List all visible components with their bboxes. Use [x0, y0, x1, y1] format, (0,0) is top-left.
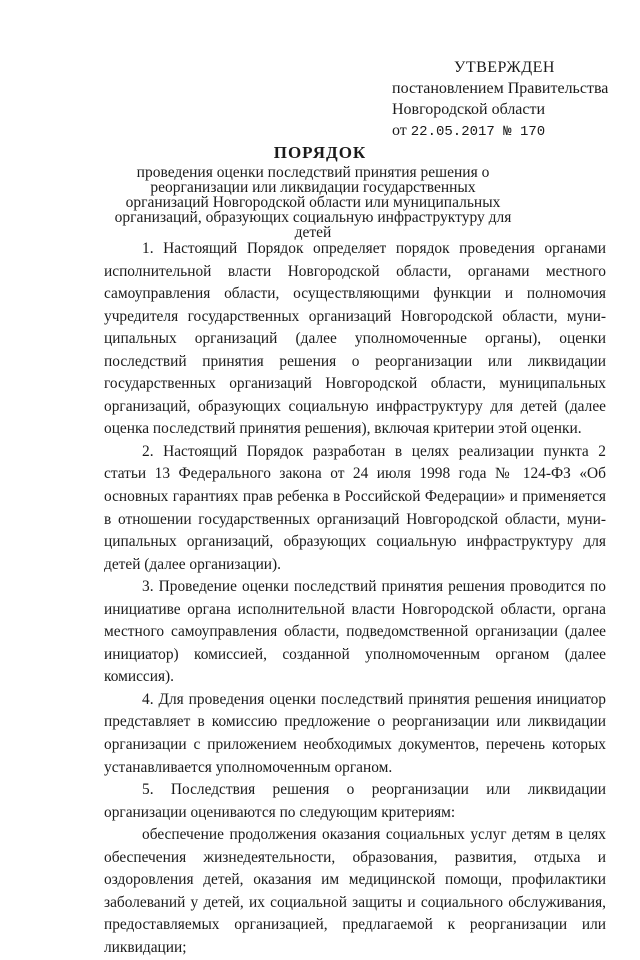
paragraph-3: 3. Проведение оценки последствий принятия решения проводится по инициативе органа исполнительной власти Новгородской области, органа местного самоуправления области, подведомственной организации (далее инициатор) комиссией, созданной уполномоченным органом (далее комиссия).: [104, 578, 606, 686]
paragraph-1: 1. Настоящий Порядок определяет порядок проведения органами исполнительной власти Новгородской области, органами местного самоуправления области, осуществляющими функции и полномочия учредителя государственных организаций Новгородской области, муниципальных организаций (далее уполномоченные органы), оценки последствий принятия решения о реорганизации или ликвидации государственных организаций Новгородской области, муниципальных организаций, образующих социальную инфраструктуру для детей (далее оценка последствий принятия решения), включая критерии этой оценки.: [104, 240, 606, 438]
approval-date-prefix: от: [392, 122, 411, 139]
document-title: ПОРЯДОК: [273, 143, 367, 162]
approval-date-number: 22.05.2017 № 170: [410, 124, 546, 140]
approval-heading: УТВЕРЖДЕН: [454, 59, 555, 76]
paragraph-4: 4. Для проведения оценки последствий принятия решения инициатор представляет в комиссию предложение о реорганизации или ликвидации организации с приложением необходимых документов, перечень которых устанавливается уполномоченным органом.: [104, 690, 606, 776]
approval-line-1: постановлением Правительства: [392, 80, 609, 97]
document-subtitle: проведения оценки последствий принятия решения о реорганизации или ликвидации государственных организаций Новгородской области или муниципальных организаций, образующих социальную инфраструктуру для детей: [114, 164, 512, 241]
approval-block: [392, 57, 622, 143]
document-body: [104, 238, 606, 960]
paragraph-5: 5. Последствия решения о реорганизации или ликвидации организации оцениваются по следующим критериям:: [104, 781, 606, 821]
approval-date-line: [392, 120, 622, 143]
approval-line-2: Новгородской области: [392, 101, 546, 118]
paragraph-criterion-1: обеспечение продолжения оказания социальных услуг детям в целях обеспечения жизнедеятельности, образования, развития, отдыха и оздоровления детей, оказания им медицинской помощи, профилактики заболеваний у детей, их социальной защиты и социального обслуживания, предоставляемых организацией, предлагаемой к реорганизации или ликвидации;: [104, 826, 606, 956]
paragraph-2: 2. Настоящий Порядок разработан в целях реализации пункта 2 статьи 13 Федерального закона от 24 июля 1998 года № 124-ФЗ «Об основных гарантиях прав ребенка в Российской Федерации» и применяется в отношении государственных организаций Новгородской области, муниципальных организаций, образующих социальную инфраструктуру для детей (далее организации).: [104, 442, 606, 573]
